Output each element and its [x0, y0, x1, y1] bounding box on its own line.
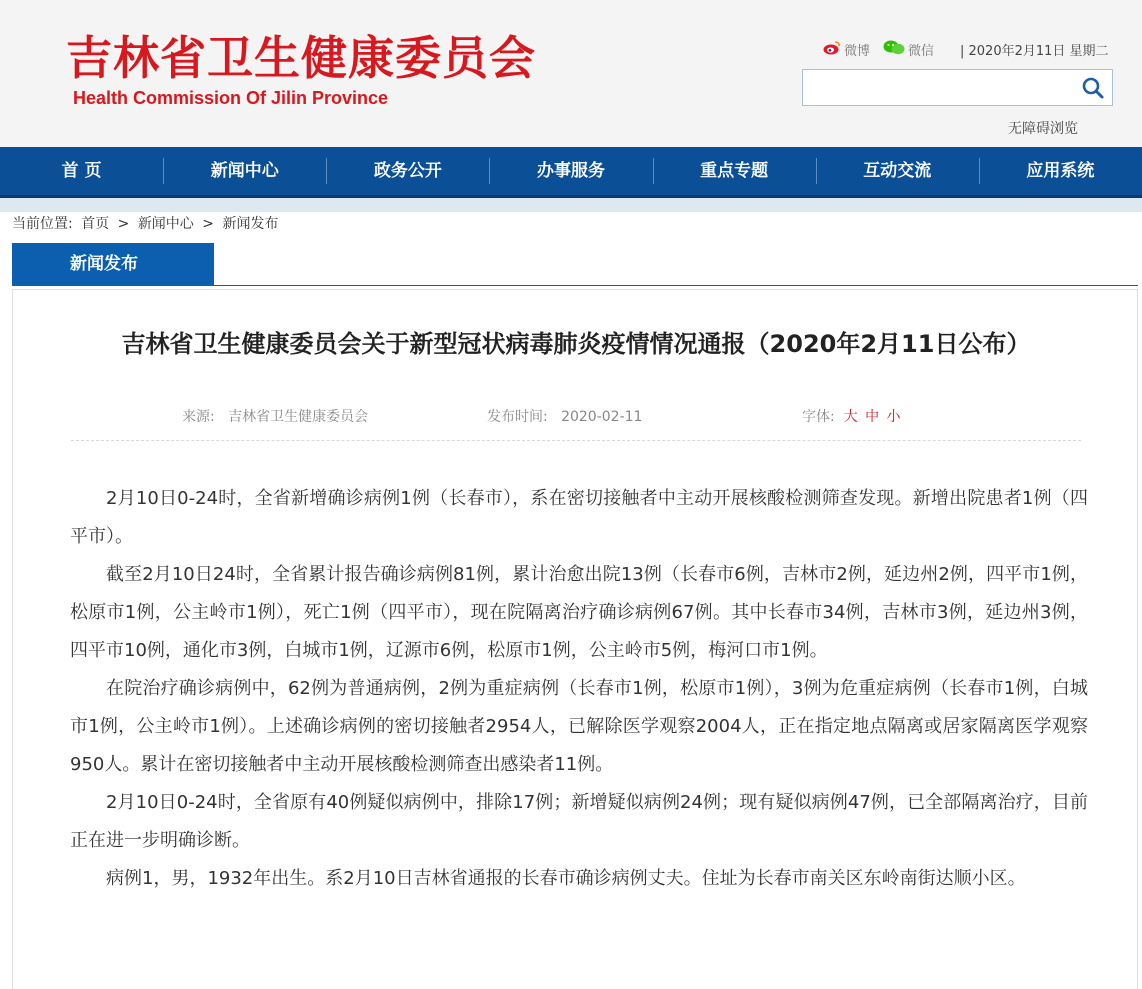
- article-paragraph: 截至2月10日24时，全省累计报告确诊病例81例，累计治愈出院13例（长春市6例，吉林市2例，延边州2例，四平市1例，松原市1例，公主岭市1例），死亡1例（四平市），现在院隔离治疗确诊病例67例。其中长春市34例，吉林市3例，延边州3例，四平市10例，通化市3例，白城市1例，辽源市6例，松原市1例，公主岭市5例，梅河口市1例。: [70, 564, 1088, 661]
- section-divider: [12, 285, 1138, 286]
- weibo-label: 微博: [844, 44, 871, 59]
- breadcrumb-home[interactable]: 首页: [81, 216, 110, 232]
- article-title: 吉林省卫生健康委员会关于新型冠状病毒肺炎疫情情况通报（2020年2月11日公布）: [121, 330, 1031, 358]
- meta-divider: [71, 440, 1081, 441]
- font-small-button[interactable]: 小: [886, 409, 901, 425]
- nav-item-applications[interactable]: 应用系统: [979, 147, 1142, 195]
- article-body: [70, 480, 1088, 898]
- breadcrumb-separator: >: [202, 216, 214, 232]
- article-paragraph: 2月10日0-24时，全省原有40例疑似病例中，排除17例；新增疑似病例24例；现有疑似病例47例，已全部隔离治疗，目前正在进一步明确诊断。: [70, 792, 1088, 851]
- breadcrumb: [12, 213, 282, 233]
- nav-item-news-center[interactable]: 新闻中心: [163, 147, 326, 195]
- section-title-tab: 新闻发布: [12, 243, 214, 285]
- nav-bottom-band: [0, 198, 1142, 212]
- site-header: [0, 0, 1142, 147]
- article-publish-date: [487, 406, 642, 426]
- search-input[interactable]: [807, 73, 1073, 103]
- article-source: [182, 406, 368, 426]
- article-paragraph: 在院治疗确诊病例中，62例为普通病例，2例为重症病例（长春市1例，松原市1例），3例为危重症病例（长春市1例，白城市1例，公主岭市1例）。上述确诊病例的密切接触者2954人，已解除医学观察2004人，正在指定地点隔离或居家隔离医学观察950人。累计在密切接触者中主动开展核酸检测筛查出感染者11例。: [70, 678, 1088, 775]
- date-value: 2020-02-11: [561, 409, 643, 425]
- accessible-browsing-link[interactable]: 无障碍浏览: [1008, 121, 1078, 137]
- breadcrumb-news-release[interactable]: 新闻发布: [222, 216, 279, 232]
- breadcrumb-separator: >: [117, 216, 130, 232]
- weibo-link[interactable]: [823, 40, 870, 59]
- site-logo-chinese[interactable]: 吉林省卫生健康委员会: [66, 31, 536, 85]
- nav-item-key-topics[interactable]: 重点专题: [653, 147, 816, 195]
- breadcrumb-prefix: 当前位置:: [12, 216, 73, 232]
- font-label: 字体:: [802, 409, 835, 425]
- article-paragraph: 2月10日0-24时，全省新增确诊病例1例（长春市），系在密切接触者中主动开展核酸检测筛查发现。新增出院患者1例（四平市）。: [70, 488, 1088, 547]
- article-paragraph: 病例1，男，1932年出生。系2月10日吉林省通报的长春市确诊病例丈夫。住址为长春市南关区东岭南街达顺小区。: [106, 868, 1026, 889]
- wechat-label: 微信: [908, 44, 935, 59]
- font-size-switcher: [802, 406, 904, 426]
- search-button[interactable]: [1080, 75, 1106, 101]
- date-label: 发布时间:: [487, 409, 548, 425]
- wechat-link[interactable]: [883, 40, 934, 59]
- font-large-button[interactable]: 大: [843, 409, 858, 425]
- nav-item-interaction[interactable]: 互动交流: [816, 147, 979, 195]
- font-medium-button[interactable]: 中: [865, 409, 880, 425]
- current-date: | 2020年2月11日 星期二: [960, 44, 1109, 59]
- site-logo-english[interactable]: Health Commission Of Jilin Province: [73, 88, 389, 108]
- source-value: 吉林省卫生健康委员会: [228, 409, 369, 425]
- source-label: 来源:: [182, 409, 215, 425]
- nav-item-services[interactable]: 办事服务: [489, 147, 652, 195]
- search-box: [802, 69, 1113, 106]
- nav-item-home[interactable]: 首 页: [61, 161, 102, 181]
- main-nav: [0, 147, 1142, 198]
- nav-item-government-affairs[interactable]: 政务公开: [326, 147, 489, 195]
- wechat-icon: [883, 40, 905, 59]
- weibo-icon: [823, 40, 841, 59]
- article-container: [12, 289, 1138, 989]
- search-icon: [1080, 75, 1106, 101]
- breadcrumb-news-center[interactable]: 新闻中心: [137, 216, 194, 232]
